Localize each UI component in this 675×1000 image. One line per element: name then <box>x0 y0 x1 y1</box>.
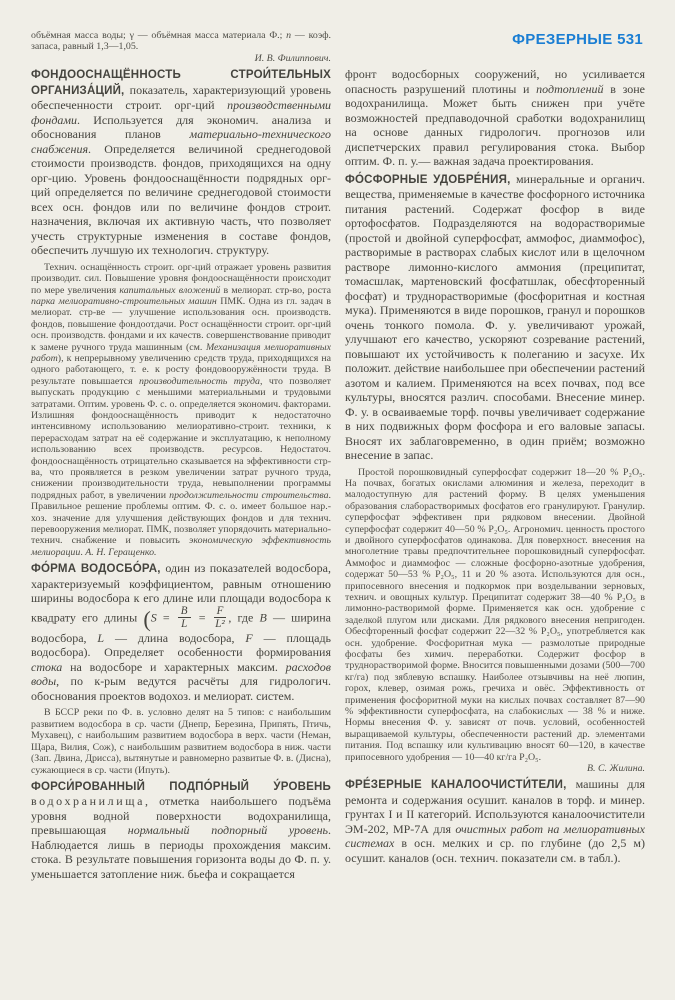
fraction-numerator: B <box>178 606 191 619</box>
italic-text: n <box>286 30 292 41</box>
italic-text: производительность труда <box>138 375 260 387</box>
italic-text: капитальных вложений <box>119 284 221 296</box>
entry-headword: ФОРСИ́РОВАННЫЙ ПОДПО́РНЫЙ У́РОВЕНЬ <box>31 780 331 793</box>
formula-variable: B <box>259 610 267 625</box>
continuation-paragraph: объёмная масса воды; γ — объёмная масса материала Ф.; n — коэф. запаса, равный 1,3—1,05. <box>31 30 331 53</box>
author-signature: И. В. Филиппович. <box>254 52 331 64</box>
encyclopedia-page <box>31 30 645 881</box>
petit-paragraph: Технич. оснащённость строит. орг-ций отражает уровень развития производит. сил. Повышение уровня фондооснащённости происходит по мере увеличения капитальных вложений в мелиорат. стр-во, роста парка мелиоративно-строительных машин ПМК. Одна из гл. задач в мелиорат. стр-ве — улучшение использования осн. производств. фондов, повышение фондоотдачи. Рост оснащённости строит. орг-ций осн. производств. фондами и их качеств. совершенствование приводит к замене ручного труда машинным (см. Механизация мелиоративных работ), к непрерывному увеличению средств труда, приходящихся на одного работающего, т. е. к росту фондовооружённости труда. В результате повышается производительность труда, что позволяет выпускать продукцию с меньшими материальными и трудовыми затратами. Оптим. уровень Ф. с. о. определяется экономич. факторами. Излишняя фондооснащённость приводит к недостаточно интенсивному использованию мелиоративно-строит. техники, к перерасходам затрат на её содержание и эксплуатацию, к неполному использованию всех производств. ресурсов. Недостаточ. фондооснащённость отрицательно сказывается на эффективности стр-ва, что проявляется в резком увеличении затрат ручного труда, снижении производительности труда, невыполнении программы подрядных работ, в увеличении продолжительности строительства. Правильное решение проблемы оптим. Ф. с. о. имеет большое нар.-хоз. значение для улучшения действующих фондов и для технич. перевооружения мелиорат. ПМК, позволяет упорядочить материально-технич. снабжение и повысить экономическую эффективность мелиорации. А. Н. Геращенко. <box>31 261 332 558</box>
right-column <box>345 30 645 881</box>
letterspaced-term: водохранилища <box>31 794 145 809</box>
petit-paragraph: В БССР реки по Ф. в. условно делят на 5 типов: с наибольшим развитием водосбора в ср. части (Днепр, Березина, Припять, Птичь, Мухавец), с наибольшим развитием водосбора в верх. части (Неман, Щара, Вилия, Сож), с наибольшим развитием водосбора в ниж. части (Зап. Двина, Дрисса), вытянутые и равномерно развитые Ф. в. (Дисна), сужающиеся в ср. части (Ипуть). <box>31 707 331 776</box>
entry-forma-vodosbora: ФО́РМА ВОДОСБО́РА, один из показателей водосбора, характеризуемый коэффициентом, равным отношению ширины водосбора к его длине или площади водосбора к квадрату его длины (S = $\frac{B}{L}$ = $\frac{F}{\text{L²}}$ , где B — ширина водосбора, L — длина водосбора, F — площадь водосбора). Определяет особенности формирования стока на водосборе и характерных максим. расходов воды, по к-рым ведутся расчёты для гидрологич. обоснования проектов водохоз. и мелиорат. систем. <box>31 561 332 703</box>
fraction-denominator: L² <box>215 618 225 631</box>
formula-fraction <box>214 606 227 631</box>
entry-headword: ФРЕ́ЗЕРНЫЕ КАНАЛООЧИСТИ́ТЕЛИ, <box>345 779 576 792</box>
italic-text: очистных работ на мелиоративных системах <box>345 821 645 851</box>
formula-variable: F <box>245 630 253 645</box>
italic-text: продолжительности строительства <box>169 489 329 501</box>
entry-headword: ФОНДООСНАЩЁННОСТЬ СТРОИ́ТЕЛЬНЫХ ОРГАНИЗА́ЦИЙ, <box>31 69 331 97</box>
entry-frezernye-kanaloochistiteli: ФРЕ́ЗЕРНЫЕ КАНАЛООЧИСТИ́ТЕЛИ, машины для ремонта и содержания осушит. каналов в торф. и минер. грунтах I и II категорий. Используются каналоочистители ЭМ-202, МР-7А для очистных работ на мелиоративных системах в осн. мелких и ср. по глубине (до 2,5 м) осушит. каналов (осн. технич. показатели см. в табл.). <box>345 777 645 865</box>
running-head: ФРЕЗЕРНЫЕ 531 <box>512 31 643 48</box>
formula-paren: ( <box>143 606 151 632</box>
entry-fondoosnashchennost: ФОНДООСНАЩЁННОСТЬ СТРОИ́ТЕЛЬНЫХ ОРГАНИЗА́ЦИЙ, показатель, характеризующий уровень обеспеченности строит. орг-ций производственными фондами. Используется для экономич. анализа и обоснования планов материально-технического снабжения. Определяется величиной среднегодовой стоимости производств. фондов, приходящихся на одну орг-цию. Уровень фондооснащённости подрядных орг-ций определяется по величине среднегодовой стоимости всех осн. фондов или по величине фондов строит. назначения, включая их активную часть, что позволяет учесть структурные изменения в составе фондов, обеспечить лучшую их технологич. структуру. <box>31 69 331 258</box>
fraction-denominator: L <box>181 618 188 631</box>
italic-text: парка мелиоративно-строительных машин <box>31 295 217 307</box>
right-column-text <box>345 67 645 865</box>
entry-headword: ФО́СФОРНЫЕ УДОБРЕ́НИЯ, <box>345 173 516 186</box>
formula-variable: L <box>97 630 105 645</box>
author-signature: В. С. Жилина. <box>586 763 645 775</box>
fraction-numerator: F <box>214 606 227 619</box>
author-signature: А. Н. Геращенко. <box>85 546 157 558</box>
italic-text: нормальный подпорный уровень <box>127 823 328 838</box>
italic-text: расходов воды <box>31 659 331 689</box>
italic-text: материально-технического снабжения <box>31 127 331 156</box>
author-signature-line <box>345 763 645 774</box>
italic-text: экономическую эффективность мелиорации <box>31 535 331 558</box>
author-signature-line <box>31 53 331 64</box>
entry-fosfornye-udobreniya: ФО́СФОРНЫЕ УДОБРЕ́НИЯ, минеральные и органич. вещества, применяемые в качестве фосфорного источника питания растений. Содержат фосфор в виде ортофосфатов. Подразделяются на водорастворимые (простой и двойной суперфосфат, аммофос, диаммофос), растворимые в растворах слабых кислот или в щелочном растворе лимонно-кислого аммония (преципитат, томасшлак, мартеновский фосфатшлак, обесфторенный фосфат) и труднорастворимые (фосфоритная и костная мука). Применяются в виде порошков, гранул и порошков очень тонкого помола. Ф. у. увеличивают урожай, улучшают его качество, ускоряют созревание растений, повышают их устойчивость к полеганию и засухе. Их положит. действие наибольшее при обеспечении растений азотом и калием. Применяются на всех почвах, под все культуры, вносятся различ. способами. Внесение минер. Ф. у. в осваиваемые торф. почвы увеличивает содержание в них подвижных форм фосфора и его валовые запасы. Вносят их заблаговременно, в один приём; возможно внесение в запас. <box>345 171 645 462</box>
italic-text: стока <box>31 659 63 674</box>
petit-paragraph: Простой порошковидный суперфосфат содержит 18—20 % P₂O₅. На почвах, богатых окислами алюминия и железа, переходит в малодоступную для растений форму. В целях уменьшения образования слаборастворимых фосфатов его гранулируют. Гранулир. суперфосфат эффективен при рядковом внесении. Двойной суперфосфат содержит 40—50 % P₂O₅. Агрономич. ценность простого и двойного суперфосфатов одинакова. Для поверхност. внесения на многолетние травы предпочтительнее порошковидный суперфосфат. Аммофос и диаммофос — сложные фосфорно-азотные удобрения, содержат 50—53 % P₂O₅, 11 и 20 % азота. Используются для осн., припосевного внесения и подкормок при возделывании зерновых, технич. и овощных культур. Преципитат содержит 38—40 % P₂O₅ в лимонно-растворимой форме. Применяется как осн. удобрение с заделкой плугом или дисками. Для рядкового внесения непригоден. Обесфторенный фосфат содержит 22—32 % P₂O₅, употребляется как осн. удобрение. Фосфоритная мука — размолотые природные фосфаты без химич. переработки. Содержит фосфор в труднорастворимой форме. Вносится повышенными дозами (500—700 кг/га) под зяблевую вспашку. Наиболее отзывчивы на неё люпин, горох, клевер, озимая рожь, гречиха и овёс. Эффективность от применения фосфоритной муки на кислых почвах составляет 87—90 % эффективности суперфосфата, на слабокислых — 38 % и ниже. Нормы внесения Ф. у. зависят от почв. условий, особенностей выращиваемой культуры, обеспеченности растений др. элементами питания. Под вспашку или культивацию вносят 60—120, в качестве припосевного удобрения — 10—40 кг/га P₂O₅. <box>345 466 645 763</box>
italic-text: Механизация мелиоративных работ <box>31 341 331 364</box>
italic-text: подтоплений <box>536 81 604 96</box>
formula-variable: S <box>150 610 157 625</box>
formula-fraction <box>178 606 191 631</box>
continuation-paragraph: фронт водосборных сооружений, но усиливается опасность разрушений плотины и подтоплений в зоне водохранилища. Может быть снижен при учёте возможностей предпаводочной сработки водохранилищ на основе данных гидрологич. прогнозов или диспетчерских правил регулирования стока. Выбор оптим. Ф. п. у.— важная задача проектирования. <box>345 67 646 168</box>
italic-text: производственными фондами <box>31 98 331 127</box>
entry-forsirovannyj-uroven: ФОРСИ́РОВАННЫЙ ПОДПО́РНЫЙ У́РОВЕНЬ водохранилища, отметка наибольшего подъёма уровня водной поверхности водохранилища, превышающая нормальный подпорный уровень. Наблюдается лишь в периоды прохождения максим. стока. В результате повышения горизонта воды до Ф. п. у. уменьшается затопление ниж. бьефа и сокращается <box>31 780 331 881</box>
left-column <box>31 30 331 881</box>
entry-headword: ФО́РМА ВОДОСБО́РА, <box>31 563 166 576</box>
